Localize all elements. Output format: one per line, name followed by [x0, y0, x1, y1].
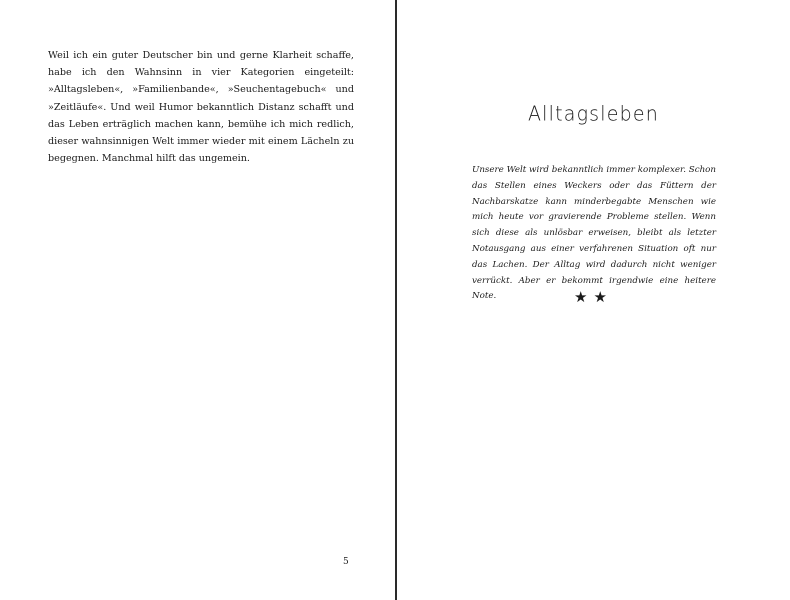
page-number: 5: [343, 557, 349, 567]
chapter-intro: Unsere Welt wird bekanntlich immer komplexer. Schon das Stellen eines Weckers oder das Füttern der Nachbarskatze kann minderbegabte Menschen wie mich heute vor gravierende Probleme stellen. Wenn sich diese als unlösbar erweisen, bleibt als letzter Notausgang aus einer verfahrenen Situation oft nur das Lachen. Der Alltag wird dadurch nicht weniger verrückt. Aber er bekommt irgendwie eine heitere Note.: [472, 165, 716, 302]
right-page: [397, 0, 790, 600]
body-paragraph: Weil ich ein guter Deutscher bin und gerne Klarheit schaffe, habe ich den Wahnsinn in vier Kategorien eingeteilt: »Alltagsleben«, »Familienbande«, »Seuchentagebuch« und »Zeitläufe«. Und weil Humor bekanntlich Distanz schafft und das Leben erträglich machen kann, bemühe ich mich redlich, dieser wahnsinnigen Welt immer wieder mit einem Lächeln zu begegnen. Manchmal hilft das ungemein.: [48, 50, 354, 165]
star-ornament-icon: ★★: [574, 288, 613, 306]
chapter-title: Alltagsleben: [527, 102, 660, 126]
